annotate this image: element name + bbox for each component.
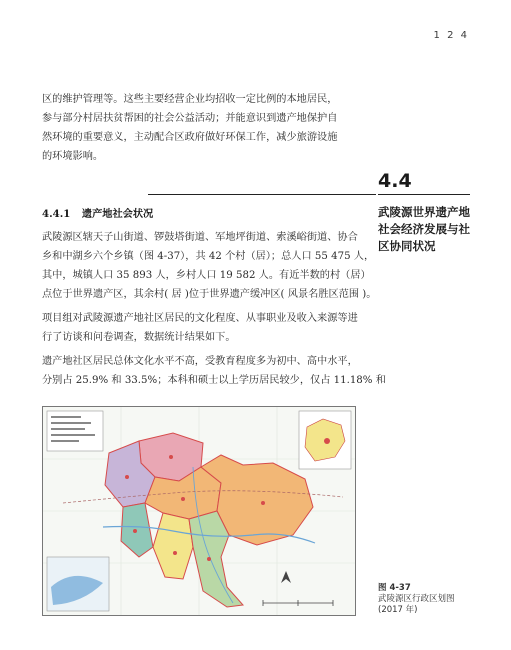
section-title [378,204,478,255]
text-line: 乡和中湖乡六个乡镇（图 4-37），共 42 个村（居）；总人口 55 475 人， [42,251,375,262]
figure-label: 图 4-37 [378,583,411,593]
text-line: 遗产地社区居民总体文化水平不高，受教育程度多为初中、高中水平， [42,356,358,367]
figure-caption-line: (2017 年) [378,605,418,615]
text-line: 的环境影响。 [42,151,104,162]
section-title-line: 社会经济发展与社 [378,222,470,236]
section-title-line: 区协同状况 [378,239,436,253]
figure-caption [378,583,488,616]
text-line: 参与部分村居扶贫帮困的社会公益活动；并能意识到遗产地保护自 [42,113,338,124]
text-line: 区的维护管理等。这些主要经营企业均招收一定比例的本地居民， [42,94,338,105]
text-line: 点位于世界遗产区，其余村( 居 )位于世界遗产缓冲区( 风景名胜区范围 )。 [42,289,377,300]
district-map-image [43,407,355,615]
body-paragraph-survey [42,309,360,347]
district-map-figure [42,406,356,616]
text-line: 武陵源区辖天子山街道、锣鼓塔街道、军地坪街道、索溪峪街道、协合 [42,232,358,243]
text-line: 项目组对武陵源遗产地社区居民的文化程度、从事职业及收入来源等进 [42,313,358,324]
subsection-number: 4.4.1 [42,208,71,220]
text-line: 其中，城镇人口 35 893 人，乡村人口 19 582 人。有近半数的村（居） [42,270,371,281]
body-paragraph-education [42,352,386,390]
section-number: 4.4 [378,168,470,195]
figure-caption-line: 武陵源区行政区划图 [378,594,455,604]
text-line: 行了访谈和问卷调查，数据统计结果如下。 [42,332,236,343]
section-divider [148,194,376,195]
body-paragraph-admin-divisions [42,228,377,304]
text-line: 然环境的重要意义，主动配合区政府做好环保工作，减少旅游设施 [42,132,338,143]
subsection-title: 遗产地社会状况 [81,208,154,220]
section-title-line: 武陵源世界遗产地 [378,205,470,219]
intro-paragraph [42,90,360,166]
subsection-heading [42,205,153,220]
text-line: 分别占 25.9% 和 33.5%；本科和硕士以上学历居民较少，仅占 11.18% 和 [42,375,386,386]
page-number: 1 2 4 [433,30,469,41]
